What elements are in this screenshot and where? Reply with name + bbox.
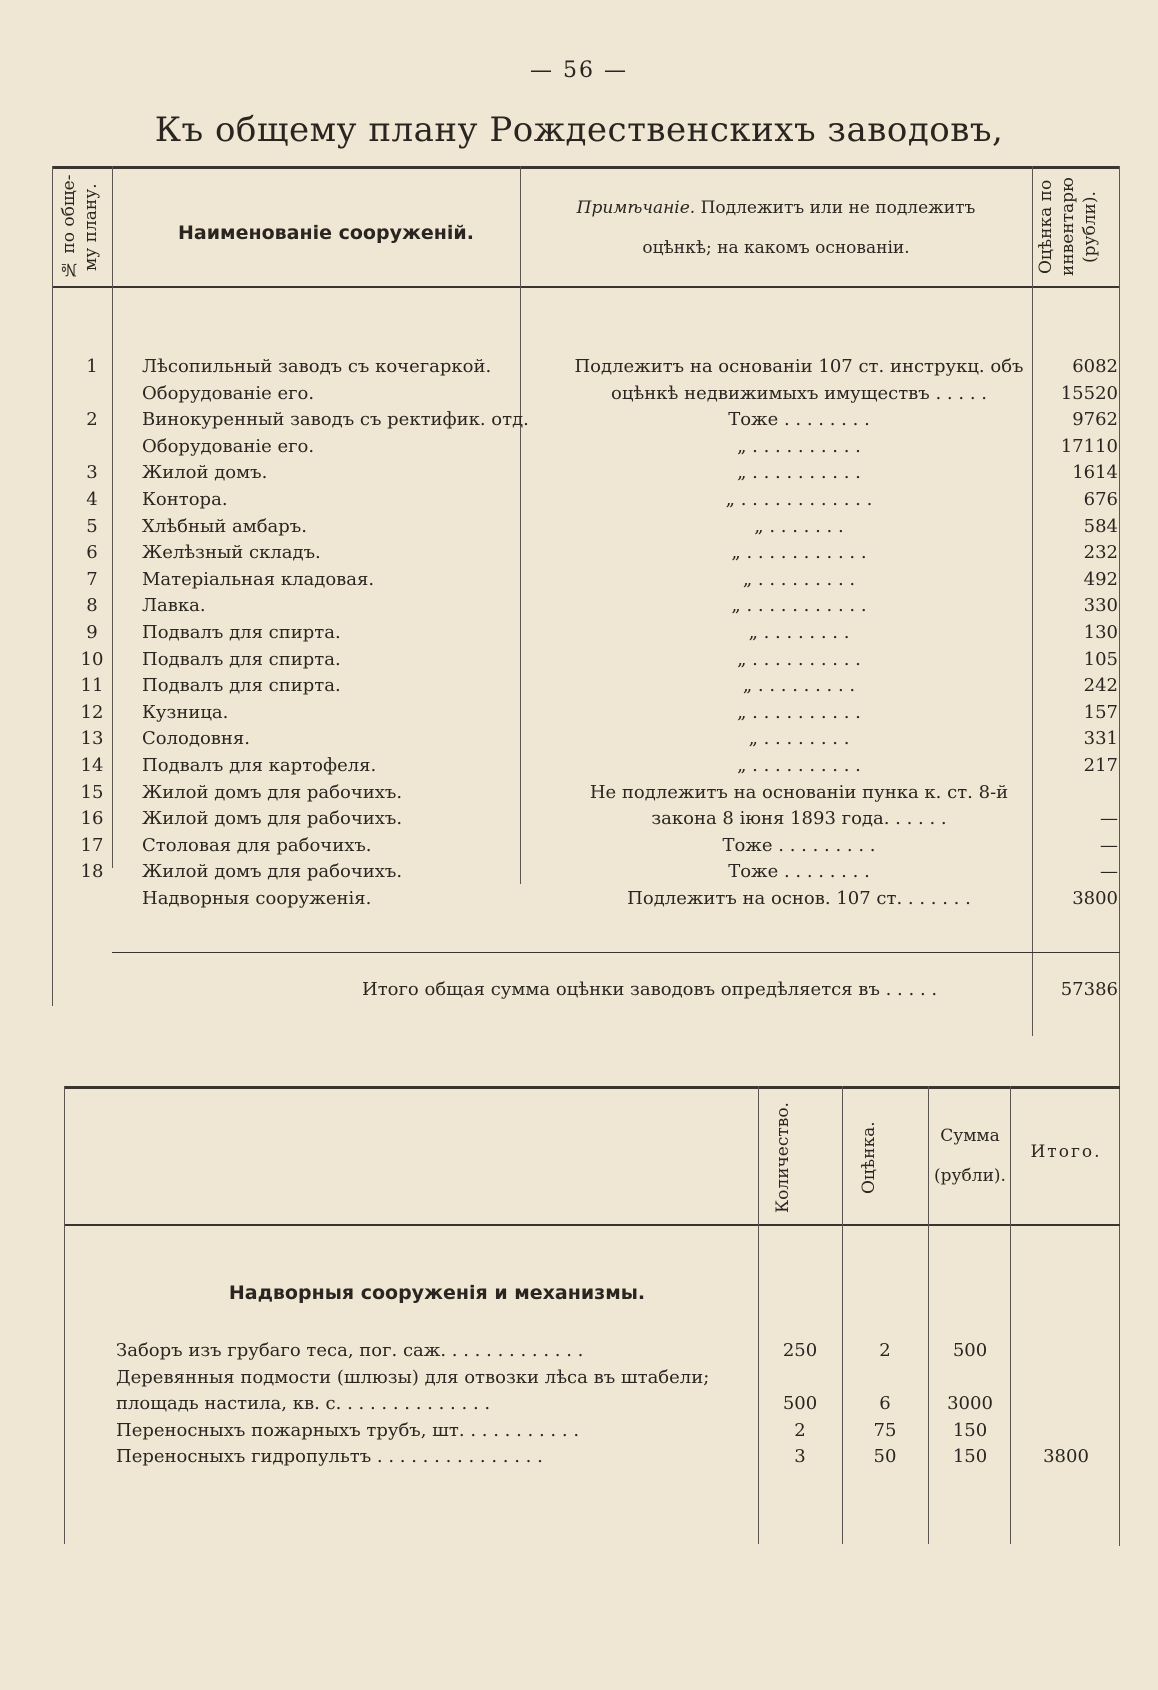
table-row [52, 806, 1120, 832]
inventory-value: 3800 [1072, 888, 1118, 909]
inventory-value: 330 [1083, 595, 1118, 617]
structure-name: Лѣсопильный заводъ съ кочегаркой. [142, 356, 492, 377]
structure-name: Контора. [142, 489, 228, 510]
inventory-value: 1614 [1072, 462, 1118, 484]
table-row [52, 753, 1120, 779]
inventory-value: — [1100, 834, 1118, 856]
inventory-value: 584 [1083, 515, 1118, 537]
row-number: 16 [80, 808, 104, 830]
inventory-value: 242 [1083, 675, 1118, 697]
item-quantity: 3 [794, 1446, 806, 1467]
row-number: 17 [80, 834, 104, 856]
valuation-note: Тоже . . . . . . . . [728, 861, 870, 883]
table2-col-qty-left [758, 1086, 759, 1544]
table-row [52, 434, 1120, 460]
table-row [52, 726, 1120, 752]
header-inventory-value: Оцѣнка по инвентарю (рубли). [1036, 177, 1100, 277]
item-total: 3800 [1043, 1446, 1089, 1467]
row-number: 8 [86, 595, 98, 617]
valuation-note: „ . . . . . . . . [748, 728, 850, 750]
valuation-note: „ . . . . . . . . . . [737, 701, 861, 723]
item-quantity: 250 [782, 1340, 818, 1361]
header-total: Итого. [1030, 1142, 1102, 1162]
structure-name: Подвалъ для спирта. [142, 648, 341, 670]
valuation-note: „ . . . . . . . [754, 515, 844, 537]
item-sum: 150 [952, 1419, 988, 1441]
table-row [52, 1418, 1120, 1444]
inventory-value: 6082 [1072, 356, 1118, 377]
table2-col-total-left [1010, 1086, 1011, 1544]
inventory-value: 15520 [1060, 382, 1118, 404]
row-number: 9 [86, 622, 98, 643]
inventory-value: 130 [1083, 622, 1118, 643]
header-plan-number: № по обще- му плану. [59, 174, 101, 280]
table-row [52, 407, 1120, 433]
valuation-note: Не подлежитъ на основаніи пунка к. ст. 8-й [589, 781, 1009, 803]
table-row [52, 540, 1120, 566]
inventory-value: 105 [1083, 648, 1118, 670]
item-rate: 50 [873, 1446, 897, 1467]
valuation-note: закона 8 іюня 1893 года. . . . . . [651, 808, 947, 830]
item-quantity: 2 [794, 1419, 806, 1441]
table1-col-divider-1 [112, 166, 113, 288]
item-rate: 6 [879, 1393, 891, 1414]
table-row [52, 1391, 1120, 1417]
header-note-line2: оцѣнкѣ; на какомъ основаніи. [642, 238, 910, 258]
grand-total-value: 57386 [1060, 979, 1118, 1000]
table2-left-border [64, 1086, 65, 1544]
row-number: 7 [86, 568, 98, 590]
table1-total-rule [112, 952, 1120, 953]
inventory-value: 331 [1083, 728, 1118, 750]
valuation-sheet [52, 166, 1120, 1546]
section-title: Надворныя сооруженія и механизмы. [228, 1282, 646, 1304]
row-number: 11 [80, 675, 104, 697]
table2-header-rule [64, 1224, 1120, 1226]
valuation-note: Подлежитъ на основ. 107 ст. . . . . . . [627, 888, 971, 909]
structure-name: Жилой домъ для рабочихъ. [142, 808, 403, 830]
inventory-value: 9762 [1072, 409, 1118, 431]
grand-total-label: Итого общая сумма оцѣнки заводовъ опредѣляется въ . . . . . [362, 979, 938, 1000]
item-sum: 3000 [947, 1393, 993, 1414]
item-description: Деревянныя подмости (шлюзы) для отвозки лѣса въ штабели; [116, 1366, 710, 1388]
valuation-note: „ . . . . . . . . . . . [731, 542, 867, 564]
row-number: 15 [80, 781, 104, 803]
structure-name: Жилой домъ для рабочихъ. [142, 781, 403, 803]
structure-name: Надворныя сооруженія. [142, 888, 372, 909]
table-row [52, 354, 1120, 380]
row-number: 4 [86, 489, 98, 510]
table-row [52, 381, 1120, 407]
table1-top-rule [52, 166, 1120, 169]
table-row [52, 859, 1120, 885]
page-number: — 56 — [530, 58, 628, 83]
item-description: Переносныхъ пожарныхъ трубъ, шт. . . . . . . . . . . [116, 1419, 580, 1441]
table-row [52, 487, 1120, 513]
inventory-value: 17110 [1060, 435, 1118, 457]
table-row [52, 647, 1120, 673]
inventory-value: 676 [1083, 489, 1118, 510]
structure-name: Кузница. [142, 701, 229, 723]
header-note [522, 188, 1030, 268]
header-sum [930, 1116, 1010, 1196]
structure-name: Солодовня. [142, 728, 251, 750]
table-row [52, 593, 1120, 619]
row-number: 5 [86, 515, 98, 537]
valuation-note: „ . . . . . . . . . . . . [725, 489, 873, 510]
header-sum-line2: (рубли). [934, 1166, 1006, 1186]
item-sum: 500 [952, 1340, 988, 1361]
structure-name: Лавка. [142, 595, 206, 617]
structure-name: Оборудованіе его. [142, 382, 315, 404]
item-description: Заборъ изъ грубаго теса, пог. саж. . . . . . . . . . . . . [116, 1340, 584, 1361]
row-number: 3 [86, 462, 98, 484]
header-structure-name: Наименованіе сооруженій. [178, 222, 474, 244]
item-rate: 75 [873, 1419, 897, 1441]
header-note-italic: Примѣчаніе. [576, 198, 696, 218]
table-row [52, 1338, 1120, 1364]
row-number: 18 [80, 861, 104, 883]
table-row [52, 514, 1120, 540]
structure-name: Оборудованіе его. [142, 435, 315, 457]
row-number: 2 [86, 409, 98, 431]
valuation-note: „ . . . . . . . . [748, 622, 850, 643]
row-number: 12 [80, 701, 104, 723]
row-number: 10 [80, 648, 104, 670]
table-row [52, 1444, 1120, 1470]
structure-name: Хлѣбный амбаръ. [142, 515, 307, 537]
valuation-note: Подлежитъ на основаніи 107 ст. инструкц. объ [574, 356, 1024, 377]
table2-col-sum-left [928, 1086, 929, 1544]
header-sum-line1: Сумма [940, 1126, 1000, 1146]
structure-name: Жилой домъ для рабочихъ. [142, 861, 403, 883]
table2-col-rate-left [842, 1086, 843, 1544]
inventory-value: — [1100, 861, 1118, 883]
table-row [52, 780, 1120, 806]
table-row [52, 700, 1120, 726]
row-number: 6 [86, 542, 98, 564]
inventory-value: 492 [1083, 568, 1118, 590]
valuation-note: „ . . . . . . . . . . [737, 755, 861, 776]
structure-name: Подвалъ для спирта. [142, 675, 341, 697]
item-quantity: 500 [782, 1393, 818, 1414]
item-sum: 150 [952, 1446, 988, 1467]
table2-top-rule [64, 1086, 1120, 1089]
header-note-text: Подлежитъ или не подлежитъ [700, 198, 976, 218]
inventory-value: 157 [1083, 701, 1118, 723]
structure-name: Подвалъ для картофеля. [142, 755, 377, 776]
structure-name: Подвалъ для спирта. [142, 622, 341, 643]
header-quantity: Количество. [773, 1102, 793, 1214]
valuation-note: „ . . . . . . . . . [742, 568, 856, 590]
table-row [52, 1365, 1120, 1391]
structure-name: Матеріальная кладовая. [142, 568, 375, 590]
structure-name: Винокуренный заводъ съ ректифик. отд. [142, 409, 529, 431]
valuation-note: „ . . . . . . . . . [742, 675, 856, 697]
item-description: Переносныхъ гидропультъ . . . . . . . . . . . . . . . [116, 1446, 543, 1467]
valuation-note: Тоже . . . . . . . . [728, 409, 870, 431]
table-row [52, 620, 1120, 646]
table-row [52, 673, 1120, 699]
table-row [52, 567, 1120, 593]
structure-name: Жилой домъ. [142, 462, 268, 484]
header-rate: Оцѣнка. [859, 1121, 879, 1195]
page-title: Къ общему плану Рождественскихъ заводовъ, [154, 110, 1004, 150]
table-row [52, 886, 1120, 912]
valuation-note: „ . . . . . . . . . . [737, 435, 861, 457]
valuation-note: „ . . . . . . . . . . [737, 462, 861, 484]
row-number: 1 [86, 356, 98, 377]
inventory-value: 232 [1083, 542, 1118, 564]
item-description: площадь настила, кв. с. . . . . . . . . . . . . . [116, 1393, 491, 1414]
valuation-note: „ . . . . . . . . . . . [731, 595, 867, 617]
table-row [52, 460, 1120, 486]
valuation-note: „ . . . . . . . . . . [737, 648, 861, 670]
table1-header-rule [52, 286, 1120, 288]
row-number: 14 [80, 755, 104, 776]
inventory-value: 217 [1083, 755, 1118, 776]
inventory-value: — [1100, 808, 1118, 830]
item-rate: 2 [879, 1340, 891, 1361]
structure-name: Столовая для рабочихъ. [142, 834, 372, 856]
valuation-note: Тоже . . . . . . . . . [722, 834, 876, 856]
table-row [52, 833, 1120, 859]
row-number: 13 [80, 728, 104, 750]
structure-name: Желѣзный складъ. [142, 542, 321, 564]
valuation-note: оцѣнкѣ недвижимыхъ имуществъ . . . . . [611, 382, 987, 404]
